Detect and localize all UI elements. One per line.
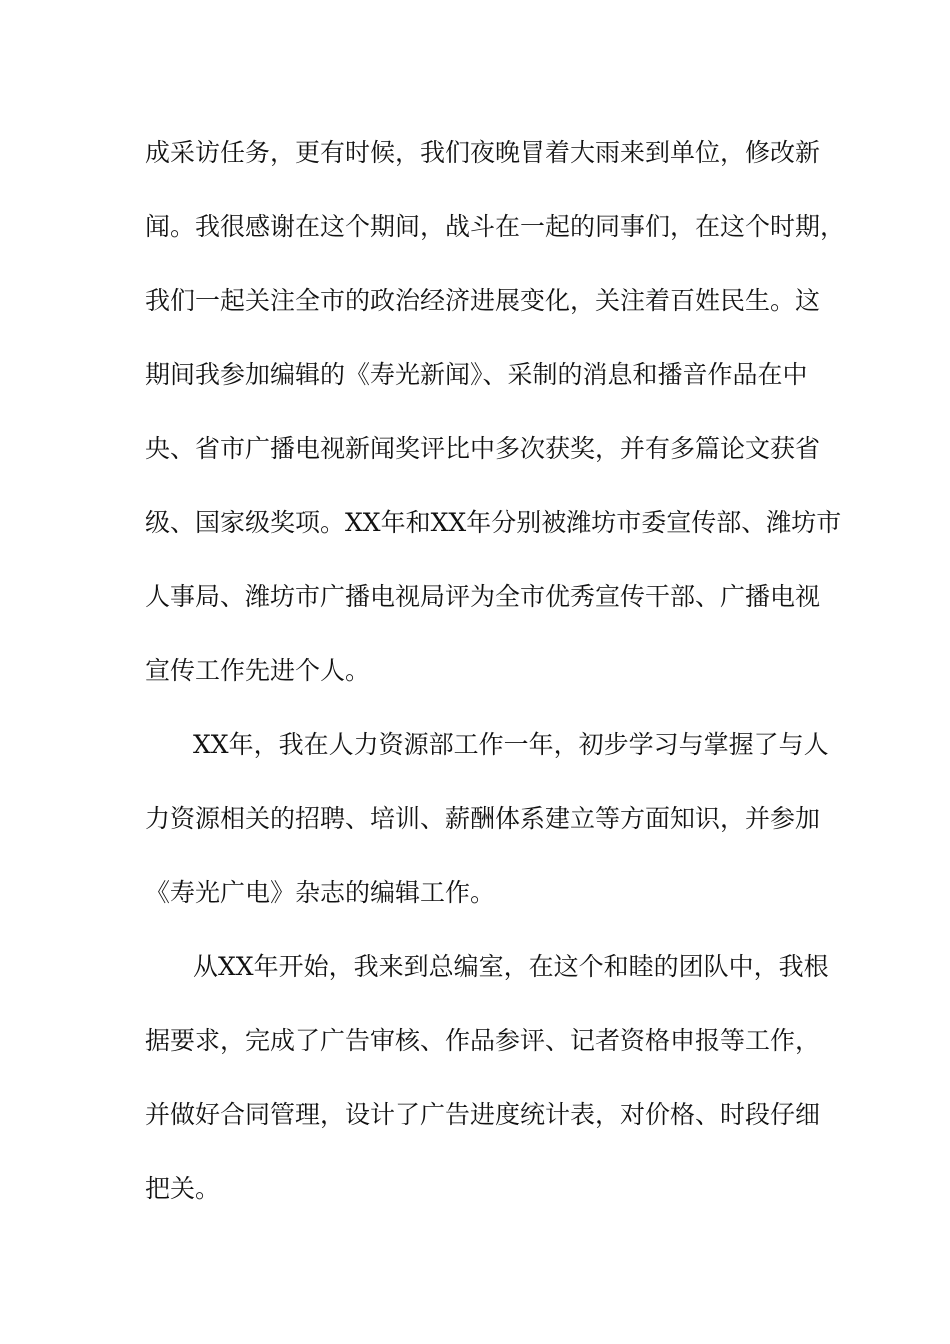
text-line: 闻。我很感谢在这个期间，战斗在一起的同事们，在这个时期， (145, 212, 846, 241)
text-line: 把关。 (145, 1174, 221, 1203)
text-line: 宣传工作先进个人。 (145, 656, 371, 685)
text-line: 成采访任务，更有时候，我们夜晚冒着大雨来到单位，修改新 (145, 138, 821, 167)
text-line: 央、省市广播电视新闻奖评比中多次获奖，并有多篇论文获省 (145, 434, 821, 463)
text-line: 据要求，完成了广告审核、作品参评、记者资格申报等工作， (145, 1026, 821, 1055)
paragraph-first-line: 从XX年开始，我来到总编室，在这个和睦的团队中，我根 (193, 952, 829, 981)
text-line: 级、国家级奖项。XX年和XX年分别被潍坊市委宣传部、潍坊市 (145, 508, 842, 537)
text-line: 人事局、潍坊市广播电视局评为全市优秀宣传干部、广播电视 (145, 582, 821, 611)
paragraph-first-line: XX年，我在人力资源部工作一年，初步学习与掌握了与人 (193, 730, 829, 759)
text-line: 力资源相关的招聘、培训、薪酬体系建立等方面知识，并参加 (145, 804, 821, 833)
text-line: 我们一起关注全市的政治经济进展变化，关注着百姓民生。这 (145, 286, 821, 315)
text-line: 并做好合同管理，设计了广告进度统计表，对价格、时段仔细 (145, 1100, 821, 1129)
text-line: 《寿光广电》杂志的编辑工作。 (145, 878, 496, 907)
text-line: 期间我参加编辑的《寿光新闻》、采制的消息和播音作品在中 (145, 360, 808, 389)
